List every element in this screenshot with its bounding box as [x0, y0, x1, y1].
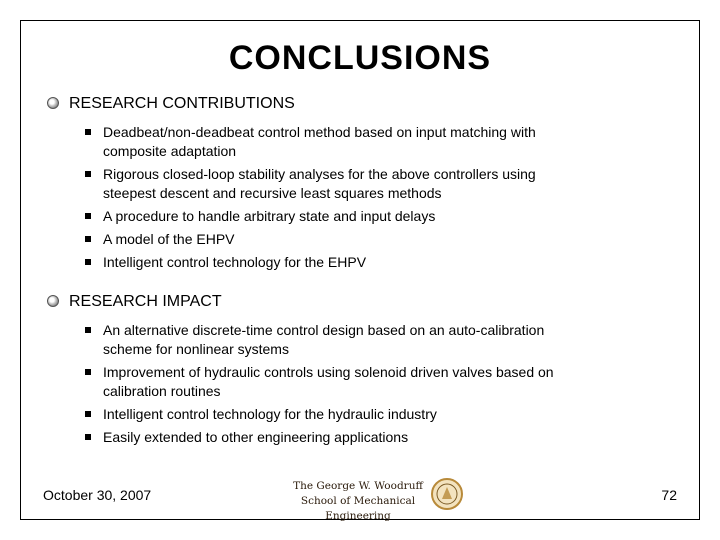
section-research-contributions: [47, 94, 667, 276]
round-bullet-icon: [47, 97, 59, 109]
list-item-line: composite adaptation: [103, 143, 237, 159]
list-item-line: Intelligent control technology for the EHPV: [103, 254, 367, 270]
section-heading: [47, 292, 667, 312]
list-item: [47, 405, 667, 424]
list-item: [47, 123, 667, 161]
list-item-line: A procedure to handle arbitrary state and input delays: [103, 208, 436, 224]
school-logo: [285, 477, 467, 522]
bullet-list: [47, 123, 667, 272]
list-item-line: Easily extended to other engineering applications: [103, 429, 409, 445]
list-item-line: Rigorous closed-loop stability analyses for the above controllers using: [103, 166, 536, 182]
square-bullet-icon: [85, 434, 91, 440]
square-bullet-icon: [85, 236, 91, 242]
bullet-list: [47, 321, 667, 447]
square-bullet-icon: [85, 259, 91, 265]
round-bullet-icon: [47, 295, 59, 307]
list-item: [47, 428, 667, 447]
list-item: [47, 363, 667, 401]
logo-text: [285, 479, 431, 524]
list-item: [47, 321, 667, 359]
square-bullet-icon: [85, 369, 91, 375]
square-bullet-icon: [85, 129, 91, 135]
square-bullet-icon: [85, 411, 91, 417]
logo-line2: School of Mechanical Engineering: [300, 495, 416, 522]
list-item-line: Deadbeat/non-deadbeat control method based on input matching with: [103, 124, 536, 140]
slide-title: CONCLUSIONS: [228, 39, 492, 77]
square-bullet-icon: [85, 213, 91, 219]
section-heading: [47, 94, 667, 114]
logo-line1: The George W. Woodruff: [293, 480, 423, 492]
page-number: 72: [661, 487, 677, 503]
seal-icon: [431, 477, 463, 511]
list-item-line: Improvement of hydraulic controls using solenoid driven valves based on: [103, 364, 554, 380]
list-item-line: An alternative discrete-time control design based on an auto-calibration: [103, 322, 545, 338]
footer-date: October 30, 2007: [43, 487, 152, 503]
list-item: [47, 207, 667, 226]
list-item: [47, 230, 667, 249]
square-bullet-icon: [85, 327, 91, 333]
slide: [20, 20, 700, 520]
section-heading-text: RESEARCH CONTRIBUTIONS: [69, 95, 295, 112]
list-item-line: steepest descent and recursive least squares methods: [103, 185, 442, 201]
list-item-line: Intelligent control technology for the hydraulic industry: [103, 406, 437, 422]
section-heading-text: RESEARCH IMPACT: [69, 293, 222, 310]
list-item-line: scheme for nonlinear systems: [103, 341, 289, 357]
section-research-impact: [47, 292, 667, 451]
square-bullet-icon: [85, 171, 91, 177]
list-item: [47, 253, 667, 272]
list-item: [47, 165, 667, 203]
list-item-line: calibration routines: [103, 383, 221, 399]
list-item-line: A model of the EHPV: [103, 231, 235, 247]
